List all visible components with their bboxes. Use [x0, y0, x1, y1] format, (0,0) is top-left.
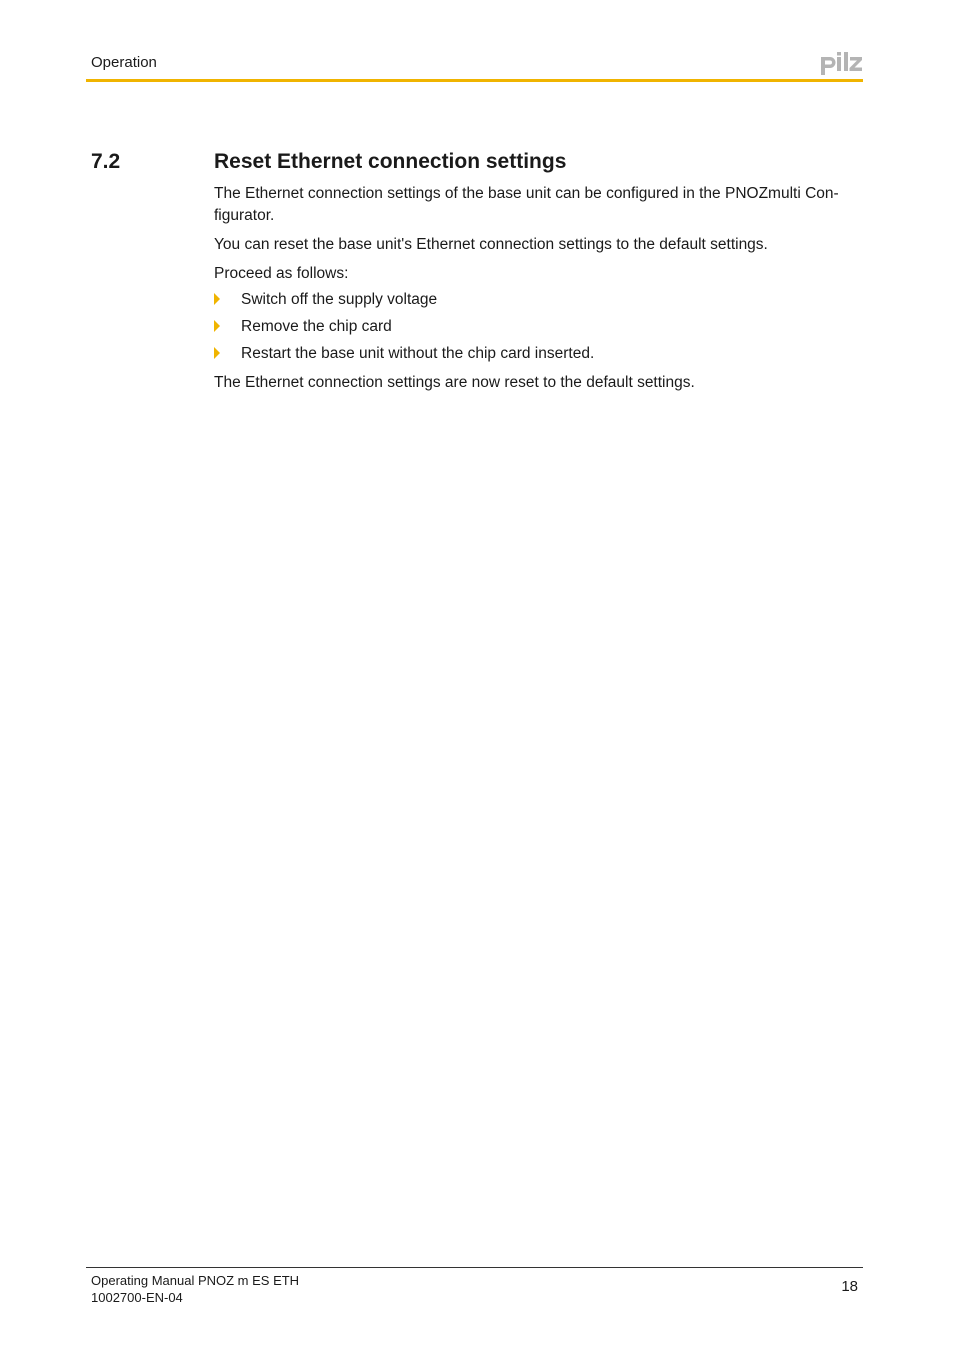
step-arrow-icon [214, 347, 220, 359]
step-arrow-icon [214, 293, 220, 305]
header-divider [86, 79, 863, 82]
list-item [214, 289, 437, 311]
footer-divider [86, 1267, 863, 1268]
step-arrow-icon [214, 320, 220, 332]
step-text: Restart the base unit without the chip card inserted. [241, 345, 595, 362]
proceed-paragraph: Proceed as follows: [214, 265, 349, 282]
footer-manual-title: Operating Manual PNOZ m ES ETH [91, 1273, 300, 1288]
intro-paragraph: The Ethernet connection settings of the base unit can be configured in the PNOZmulti Con-figurator. [214, 185, 839, 224]
header-section-label: Operation [91, 54, 157, 71]
section-number: 7.2 [91, 150, 121, 173]
pilz-logo [820, 51, 864, 77]
step-text: Remove the chip card [241, 318, 392, 335]
result-paragraph: The Ethernet connection settings are now reset to the default settings. [214, 374, 695, 391]
list-item [214, 343, 594, 365]
footer-doc-number: 1002700-EN-04 [91, 1290, 183, 1305]
section-title: Reset Ethernet connection settings [214, 150, 567, 173]
reset-paragraph: You can reset the base unit's Ethernet connection settings to the default settings. [214, 236, 768, 253]
list-item [214, 316, 392, 338]
step-text: Switch off the supply voltage [241, 291, 438, 308]
page-number: 18 [841, 1278, 858, 1295]
